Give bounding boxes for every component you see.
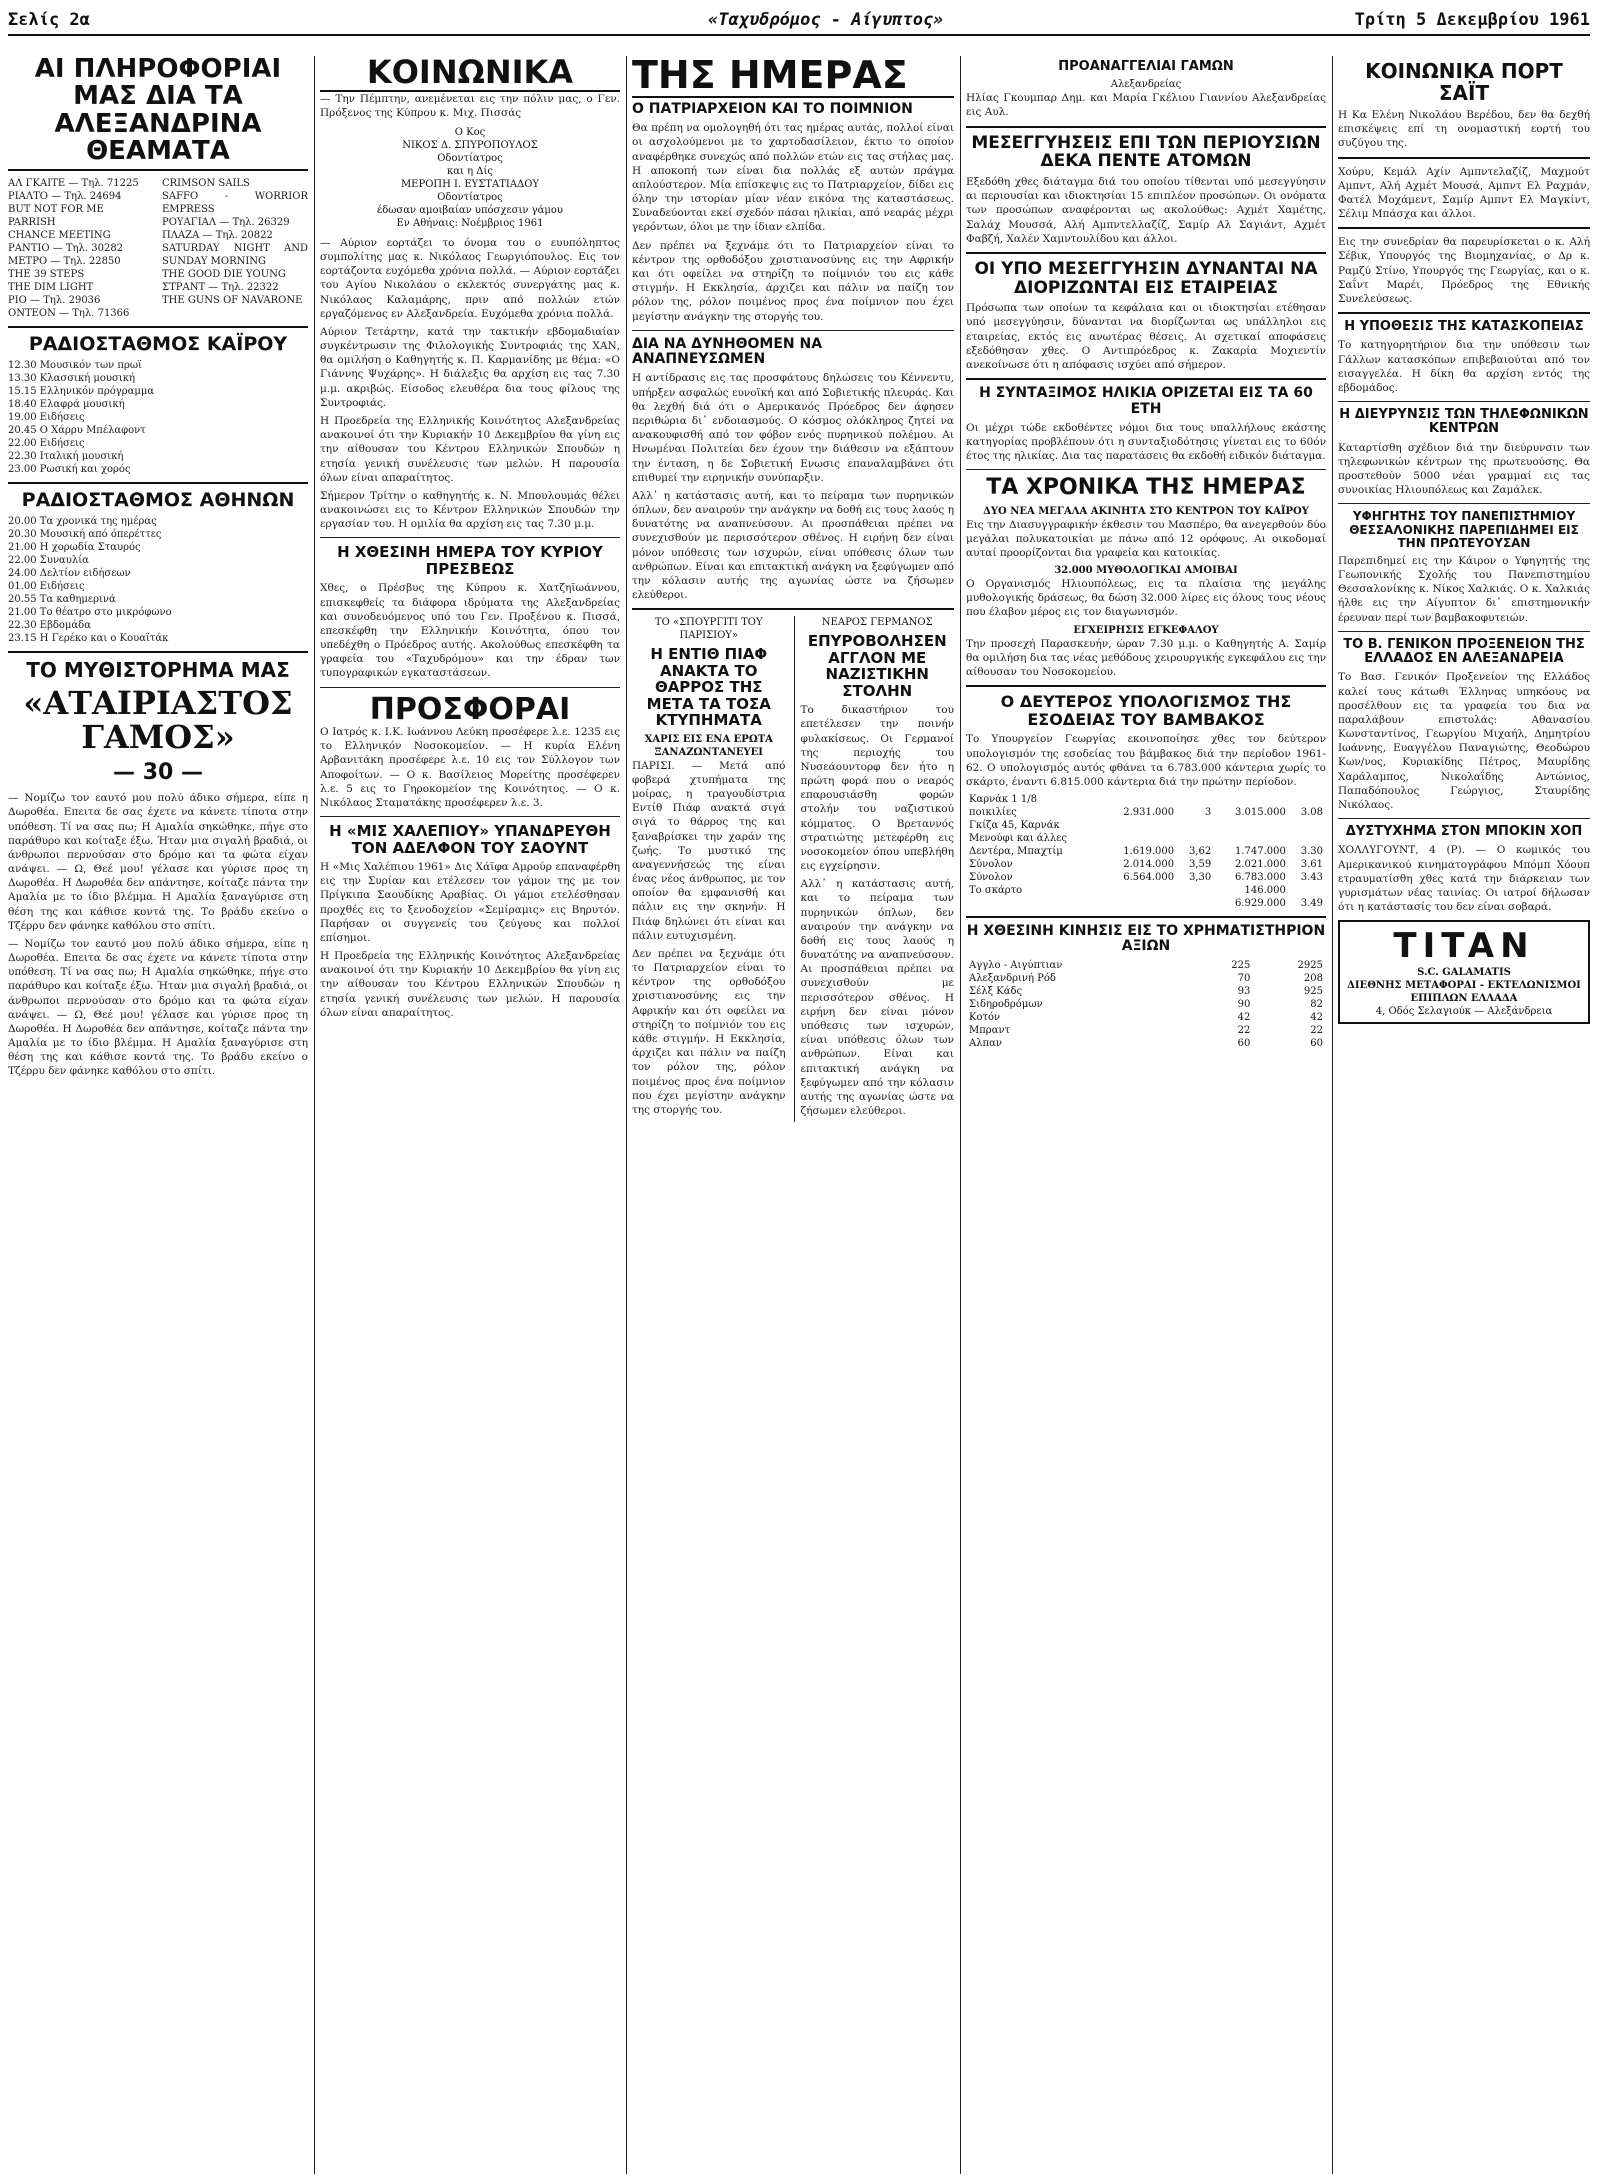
cinema-listing: ΑΛ ΓΚΑΙΤΕ — Τηλ. 71225 bbox=[8, 178, 139, 190]
social-body-3: Η Προεδρεία της Ελληνικής Κοινότητος Αλεξανδρείας ανακοινοί ότι την Κυριακήν 10 Δεκεμβρίου θα γίνη εις την αίθουσαν του Κέντρου Ελληνικών Σπουδών η ετησία γενική συνέλευσις των μελών. Η παρουσία όλων είναι απαραίτητος. bbox=[320, 415, 620, 484]
wedding-line: Οδοντίατρος bbox=[437, 152, 503, 164]
patriarchate-text-2: Δεν πρέπει να ξεχνάμε ότι το Πατριαρχείον είναι το κέντρον της ορθοδόξου χριστιανοσύνης εις την Αφρικήν και ότι οφείλει να στηρίζη το ποίμνιόν του εις κάθε στιγμήν. Η Εκκλησία, άρχιζει και πάλιν να παίζη τον ρόλον της, ρόλον ποιμένος προς ένα ποίμνιον που έχει μεγίστην ανάγκην της στοργής του. bbox=[632, 239, 954, 323]
cinema-listing: ΜΕΤΡΟ — Τηλ. 22850 bbox=[8, 256, 121, 268]
bourse-table bbox=[966, 959, 1326, 1050]
table-cell bbox=[1289, 832, 1326, 845]
titan-advertisement bbox=[1338, 920, 1590, 1024]
consulate-text: Το Βασ. Γενικόν Προξενείον της Ελλάδος καλεί τους κάτωθι Έλληνας υπηκόους να προσέλθουν εις τα γραφεία του δια να παραλάβουν επιστολάς: Αθανασίου Κωνσταντίνος, Γεωργίου Μιχαήλ, Δημητρίου Ιωάννης, Ευαγγέλου Παναγιώτης, Θεοδώρου Κων/νος, Κυριακίδης Πέτρος, Μαυρίδης Χαράλαμπος, Νικολαΐδης Αντώνιος, Παπαδόπουλος Γεώργιος, Σταυρίδης Νικόλαος. bbox=[1338, 671, 1590, 811]
accident-text: ΧΟΛΛΥΓΟΥΝΤ, 4 (Ρ). — Ο κωμικός του Αμερικανικού κινηματογράφου Μπόμπ Χόουπ ετραυματίσθη χθες κατά την διάρκειαν των γυρισμάτων νέας ταινίας. Οι ιατροί δήλωσαν ότι η κατάστασίς του δεν είναι σοβαρά. bbox=[1338, 844, 1590, 914]
companies-text: Πρόσωπα των οποίων τα κεφάλαια και οι ιδιοκτησίαι ετέθησαν υπό μεσεγγύησιν, δύνανται να διορίζωνται ως υπάλληλοι εις εταιρείας, εκτός εις ανωτέρας θέσεις. Αι σχετικαί αποφάσεις εξεδόθησαν χθες. Ο Αντιπρόεδρος κ. Ζακαρία Μοχιεντίν ανεκοίνωσε ότι η απόφασις ισχύει από σήμερον. bbox=[966, 302, 1326, 371]
cinema-listing: THE GOOD DIE YOUNG bbox=[162, 269, 286, 281]
cinema-listing: SATURDAY NIGHT AND SUNDAY MORNING bbox=[162, 243, 308, 268]
table-cell: 82 bbox=[1310, 998, 1323, 1010]
cotton-row bbox=[966, 858, 1326, 871]
novel-section-title: ΤΟ ΜΥΘΙΣΤΟΡΗΜΑ ΜΑΣ bbox=[26, 657, 290, 682]
wedding-banns-sub: Αλεξανδρείας bbox=[1110, 79, 1182, 91]
miss-aleppo-text-cont: Η Προεδρεία της Ελληνικής Κοινότητος Αλεξανδρείας ανακοινοί ότι την Κυριακήν 10 Δεκεμβρίου θα γίνη εις την αίθουσαν του Κέντρου Ελληνικών Σπουδών η ετησία γενική συνέλευσις των μελών. Η παρουσία όλων είναι απαραίτητος. bbox=[320, 950, 620, 1019]
chronicle-title: ΤΑ ΧΡΟΝΙΚΑ ΤΗΣ ΗΜΕΡΑΣ bbox=[986, 475, 1306, 501]
table-cell: 6.929.000 bbox=[1234, 898, 1286, 910]
companies-meeting-text: Εις την συνεδρίαν θα παρευρίσκεται ο κ. Αλή Σέβικ, Υπουργός της Βιομηχανίας, ο Δρ κ. Ραμζύ Στίνο, Υπουργός της Γεωργίας, και ο κ. Σαΐντ Μαρέι, Πρόεδρος της Εθνικής Συνελεύσεως. bbox=[1338, 236, 1590, 305]
table-cell: 22 bbox=[1237, 1024, 1251, 1036]
table-cell: 3.61 bbox=[1300, 859, 1323, 871]
table-cell: Αλεξανδρινή Ρόδ bbox=[969, 972, 1056, 984]
table-cell: 3.43 bbox=[1300, 872, 1323, 884]
table-cell bbox=[1177, 897, 1214, 910]
ad-line-1: S.C. GALAMATIS bbox=[1417, 967, 1511, 979]
table-cell bbox=[1102, 897, 1177, 910]
radio-program-item: 23.15 Η Γερέκο και ο Κουαϊτάκ bbox=[8, 632, 169, 644]
cinema-listing: ΡΑΝΤΙΟ — Τηλ. 30282 bbox=[8, 243, 124, 255]
ad-line-2: ΔΙΕΘΝΗΣ ΜΕΤΑΦΟΡΑΙ - ΕΚΤΕΛΩΝΙΣΜΟΙ bbox=[1347, 980, 1581, 992]
novel-title: «ΑΤΑΙΡΙΑΣΤΟΣ ΓΑΜΟΣ» bbox=[23, 683, 293, 756]
radio-program-item: 20.55 Τα καθημερινά bbox=[8, 593, 116, 605]
novel-part-number: — 30 — bbox=[113, 760, 203, 786]
table-cell bbox=[1177, 884, 1214, 897]
bourse-row bbox=[966, 1037, 1326, 1050]
table-cell: Αλπαν bbox=[969, 1037, 1002, 1049]
piaf-title: Η ΕΝΤΙΘ ΠΙΑΦ ΑΝΑΚΤΑ ΤΟ ΘΑΡΡΟΣ ΤΗΣ ΜΕΤΑ ΤΑ ΤΟΣΑ ΚΤΥΠΗΜΑΤΑ bbox=[646, 645, 771, 730]
breathe-text-1: Η αντίδρασις εις τας προσφάτους δηλώσεις του Κέννεντυ, υπήρξεν ασφαλώς ευνοϊκή και από Σοβιετικής πλευράς. Και θα λεχθή διά ότι ο Αμερικανός Πρόεδρος δεν άφησεν περιθώρια δι᾽ ενδοιασμούς. Ο κόσμος ολόκληρος ζητεί να ανακουφισθή από τον φόβον ενός πυρηνικού πολέμου. Αι Ηνωμέναι Πολιτείαι δεν έχουν την διάθεσιν να εξάπτουν την ένταση, η δε Σοβιετική Ενωσις επαναλαμβάνει ότι επιθυμεί την ειρηνικήν συνύπαρξιν. bbox=[632, 372, 954, 484]
sequestration-text: Εξεδόθη χθες διάταγμα διά του οποίου τίθενται υπό μεσεγγύησιν αι περιουσίαι και ιδιοκτησίαι 15 επιπλέον προσώπων. Οι ονόματα των προσώπων αναφέρονται ως ακολούθως: Αχμέτ Χαμέτης, Σαλάχ Μουσσά, Αλή Αμπντελλαζίζ, Σαμίρ Αλ Σαγιάντ, Αχμέτ Φαβζή, Χαλέν Χαμντουλίδου και άλλοι. bbox=[966, 176, 1326, 245]
cotton-row bbox=[966, 832, 1326, 845]
bourse-row bbox=[966, 959, 1326, 972]
table-cell: 1.619.000 bbox=[1123, 846, 1175, 858]
cinema-listing: ΠΛΑΖΑ — Τηλ. 20822 bbox=[162, 230, 273, 242]
column-3 bbox=[632, 56, 954, 2174]
table-cell bbox=[1214, 819, 1289, 832]
pension-age-text: Οι μέχρι τώδε εκδοθέντες νόμοι δια τους υπαλλήλους εκάστης κατηγορίας προβλέπουν ότι η συνταξιοδότησις γίνεται εις το 60όν έτος της ηλικίας. Δια τας παρατάσεις θα εκδοθή ειδικόν διάταγμα. bbox=[966, 421, 1326, 463]
table-cell bbox=[1102, 884, 1177, 897]
mythology-title: 32.000 ΜΥΘΟΛΟΓΙΚΑΙ ΑΜΟΙΒΑΙ bbox=[1054, 565, 1238, 577]
german-kicker: ΝΕΑΡΟΣ ΓΕΡΜΑΝΟΣ bbox=[821, 617, 933, 629]
table-cell bbox=[1102, 819, 1177, 832]
table-cell: 42 bbox=[1310, 1011, 1323, 1023]
table-cell bbox=[1214, 793, 1289, 806]
table-cell: 2925 bbox=[1297, 959, 1323, 971]
cinema-listing: CHANCE MEETING bbox=[8, 230, 111, 242]
table-cell: 60 bbox=[1310, 1037, 1323, 1049]
table-cell: Σύνολον bbox=[969, 872, 1013, 884]
sequestration-names: Χούρυ, Κεμάλ Αχίν Αμπντελαζίζ, Μαχμούτ Αμπντ, Αλή Αχμέτ Μουσά, Αμπντ Ελ Ραχμάν, Φατέλ Μοχάμεντ, Σαμίρ Αμπντ Ελ Μαγκίντ, Σέλιμ Μπάσχα και άλλοι. bbox=[1338, 165, 1590, 221]
radio-program-item: 22.30 Ιταλική μουσική bbox=[8, 451, 124, 463]
social-body-2: Αύριον Τετάρτην, κατά την τακτικήν εβδομαδιαίαν συγκέντρωσιν της Φιλολογικής Συντροφιάς της ΧΑΝ, θα ομιλήση ο Καθηγητής κ. Π. Καρμανίδης με θέμα: «Ο Γιάννης Ψυχάρης». Η διάλεξις θα αρχίση εις τας 7.30 μ.μ. ακριβώς. Είσοδος ελευθέρα δια τους φίλους της Συντροφιάς. bbox=[320, 325, 620, 409]
offers-title: ΠΡΟΣΦΟΡΑΙ bbox=[369, 691, 571, 727]
table-cell bbox=[1177, 793, 1214, 806]
cotton-row bbox=[966, 819, 1326, 832]
breathe-title: ΔΙΑ ΝΑ ΔΥΝΗΘΟΜΕΝ ΝΑ ΑΝΑΠΝΕΥΣΩΜΕΝ bbox=[632, 335, 823, 368]
novel-text: — Νομίζω τον εαυτό μου πολύ άδικο σήμερα, είπε η Δωροθέα. Επειτα δε σας έχετε να κάνετε τίποτα στην υπόθεση. Τί να σας πω; Η Αμαλία σηκώθηκε, πήγε στο παράθυρο και κοίταξε έξω. Ήταν μια σιγαλή βραδιά, οι άνθρωποι περνούσαν στο δρόμο και τα φώτα είχαν ανάψει. — Ω, Θεέ μου! γέλασε και γύρισε προς τη Δωροθέα. Η Δωροθέα δεν απάντησε, κοίταζε πάντα την Αμαλία με το ίδιο βλέμμα. Η Αμαλία ξαναγύρισε στη θέση της και κάθισε κοντά της. Το βράδυ εκείνο ο Τζέρρυ δεν φάνηκε καθόλου στο σπίτι. bbox=[8, 792, 308, 932]
bourse-title: Η ΧΘΕΣΙΝΗ ΚΙΝΗΣΙΣ ΕΙΣ ΤΟ ΧΡΗΜΑΤΙΣΤΗΡΙΟΝ ΑΞΙΩΝ bbox=[966, 923, 1326, 955]
german-article bbox=[794, 616, 955, 1122]
table-cell: 2.931.000 bbox=[1123, 807, 1175, 819]
masthead bbox=[8, 4, 1590, 36]
telephone-text: Καταρτίσθη σχέδιον διά την διεύρυνσιν των τηλεφωνικών κέντρων της πρωτευούσης. Θα προστεθούν 5000 νέαι γραμμαί εις τας συνοικίας Ηλιουπόλεως και Ζαμάλεκ. bbox=[1338, 441, 1590, 497]
lecturer-title: ΥΦΗΓΗΤΗΣ ΤΟΥ ΠΑΝΕΠΙΣΤΗΜΙΟΥ ΘΕΣΣΑΛΟΝΙΚΗΣ ΠΑΡΕΠΙΔΗΜΕΙ ΕΙΣ ΤΗΝ ΠΡΩΤΕΥΟΥΣΑΝ bbox=[1349, 509, 1579, 550]
table-cell bbox=[1214, 832, 1289, 845]
port-said-social-text: Η Κα Ελένη Νικολάου Βερέδου, δεν θα δεχθή επισκέψεις επί τη ονομαστική εορτή του συζύγου της. bbox=[1338, 109, 1590, 150]
table-cell: ποικιλίες bbox=[969, 807, 1017, 819]
radio-program-item: 24.00 Δελτίον ειδήσεων bbox=[8, 567, 131, 579]
table-cell: 93 bbox=[1237, 985, 1251, 997]
radio-athens-schedule bbox=[8, 515, 308, 645]
table-cell: Σέλξ Κάδς bbox=[969, 985, 1023, 997]
table-cell: 3.49 bbox=[1300, 898, 1323, 910]
table-cell: Κοτόν bbox=[969, 1011, 1001, 1023]
table-cell: Δεντέρα, Μπαχτίμ bbox=[969, 846, 1063, 858]
table-cell: 42 bbox=[1237, 1011, 1251, 1023]
table-cell: 925 bbox=[1303, 985, 1323, 997]
table-cell: 3.30 bbox=[1300, 846, 1323, 858]
column-2 bbox=[320, 56, 620, 2174]
social-body-4: Σήμερον Τρίτην ο καθηγητής κ. Ν. Μπουλουμάς θέλει ανακοινώσει εις το Κέντρον Ελληνικών Σπουδών την εργασίαν του. Η ομιλία θα αρχίση εις τας 7.30 μ.μ. bbox=[320, 489, 620, 531]
cinema-listing: ΣΤΡΑΝΤ — Τηλ. 22322 bbox=[162, 282, 279, 294]
bourse-row bbox=[966, 972, 1326, 985]
spy-case-title: Η ΥΠΟΘΕΣΙΣ ΤΗΣ ΚΑΤΑΣΚΟΠΕΙΑΣ bbox=[1344, 319, 1584, 335]
wedding-line: ΝΙΚΟΣ Δ. ΣΠΥΡΟΠΟΥΛΟΣ bbox=[402, 139, 538, 151]
table-cell bbox=[1289, 793, 1326, 806]
radio-cairo-schedule bbox=[8, 359, 308, 476]
radio-program-item: 22.00 Συναυλία bbox=[8, 554, 89, 566]
radio-program-item: 13.30 Κλασσική μουσική bbox=[8, 373, 135, 385]
ad-line-3: ΕΠΙΠΛΩΝ ΕΛΛΑΔΑ bbox=[1410, 993, 1518, 1005]
patriarchate-title: Ο ΠΑΤΡΙΑΡΧΕΙΟΝ ΚΑΙ ΤΟ ΠΟΙΜΝΙΟΝ bbox=[632, 100, 913, 117]
mythology-text: Ο Οργανισμός Ηλιουπόλεως, εις τα πλαίσια της μεγάλης μυθολογικής δράσεως, θα δώση 32.000 λίρες εις όλους τους νέους που έλαβον μέρος εις τον διαγωνισμόν. bbox=[966, 578, 1326, 619]
cotton-row bbox=[966, 884, 1326, 897]
miss-aleppo-title: Η «ΜΙΣ ΧΑΛΕΠΙΟΥ» ΥΠΑΝΔΡΕΥΘΗ ΤΟΝ ΑΔΕΛΦΟΝ ΤΟΥ ΣΑΟΥΝΤ bbox=[329, 822, 611, 857]
table-cell: 3,59 bbox=[1188, 859, 1212, 871]
cinema-listing: THE 39 STEPS bbox=[8, 269, 85, 281]
surgery-title: ΕΓΧΕΙΡΗΣΙΣ ΕΓΚΕΦΑΛΟΥ bbox=[1073, 624, 1219, 636]
lecturer-text: Παρεπιδημεί εις την Κάιρον ο Υφηγητής της Γεωπονικής Σχολής του Πανεπιστημίου Θεσσαλονίκης κ. Νίκος Χαλκιάς. Ο κ. Χαλκιάς ήλθε εις την Αίγυπτον δι᾽ επιστημονικήν έρευναν περί των βαμβακοφυτειών. bbox=[1338, 554, 1590, 624]
spy-case-text: Το κατηγορητήριον δια την υπόθεσιν των Γάλλων κατασκόπων επιβεβαιούται από τον εισαγγελέα. Η δίκη θα αρχίση εντός της εβδομάδος. bbox=[1338, 339, 1590, 394]
companies-title: ΟΙ ΥΠΟ ΜΕΣΕΓΓΥΗΣΙΝ ΔΥΝΑΝΤΑΙ ΝΑ ΔΙΟΡΙΖΩΝΤΑΙ ΕΙΣ ΕΤΑΙΡΕΙΑΣ bbox=[974, 258, 1318, 298]
chronicle-text: Εις την Διασυγγραφικήν έκθεσιν του Μασπέρο, θα ανεγερθούν δύο μεγάλαι πολυκατοικίαι με πάνω από 12 ορόφους. Αι οικοδομαί αυταί προορίζονται δια γραφεία και κατοικίας. bbox=[966, 518, 1326, 559]
pension-age-title: Η ΣΥΝΤΑΞΙΜΟΣ ΗΛΙΚΙΑ ΟΡΙΖΕΤΑΙ ΕΙΣ ΤΑ 60 ΕΤΗ bbox=[979, 385, 1313, 417]
table-cell: 70 bbox=[1237, 972, 1251, 984]
port-said-social-title: ΚΟΙΝΩΝΙΚΑ ΠΟΡΤ ΣΑΪΤ bbox=[1365, 59, 1563, 105]
cinema-listing: ΡΙΟ — Τηλ. 29036 bbox=[8, 295, 101, 307]
cinema-listing: SAFFO - WORRIOR EMPRESS bbox=[162, 191, 308, 216]
table-cell: 90 bbox=[1237, 998, 1251, 1010]
german-title: ΕΠΥΡΟΒΟΛΗΣΕΝ ΑΓΓΛΟΝ ΜΕ ΝΑΖΙΣΤΙΚΗΝ ΣΤΟΛΗΝ bbox=[807, 632, 947, 700]
radio-program-item: 20.30 Μουσική από όπερέττες bbox=[8, 528, 162, 540]
cinema-listing: ΟΝΤΕΟΝ — Τηλ. 71366 bbox=[8, 308, 130, 320]
cinema-listing: THE GUNS OF NAVARONE bbox=[162, 295, 303, 307]
cinema-listing: CRIMSON SAILS bbox=[162, 178, 250, 190]
radio-program-item: 15.15 Ελληνικόν πρόγραμμα bbox=[8, 386, 155, 398]
radio-program-item: 23.00 Ρωσική και χορός bbox=[8, 464, 131, 476]
novel-text-cont: — Νομίζω τον εαυτό μου πολύ άδικο σήμερα, είπε η Δωροθέα. Επειτα δε σας έχετε να κάνετε τίποτα στην υπόθεση. Τί να σας πω; Η Αμαλία σηκώθηκε, πήγε στο παράθυρο και κοίταξε έξω. Ήταν μια σιγαλή βραδιά, οι άνθρωποι περνούσαν στο δρόμο και τα φώτα είχαν ανάψει. — Ω, Θεέ μου! γέλασε και γύρισε προς τη Δωροθέα. Η Δωροθέα δεν απάντησε, κοίταζε πάντα την Αμαλία με το ίδιο βλέμμα. Η Αμαλία ξαναγύρισε στη θέση της και κάθισε κοντά της. Το βράδυ εκείνο ο Τζέρρυ δεν φάνηκε καθόλου στο σπίτι. bbox=[8, 937, 308, 1078]
table-cell: 3,30 bbox=[1188, 872, 1212, 884]
ad-line-4: 4, Οδός Σελαγιούκ — Αλεξάνδρεια bbox=[1375, 1006, 1553, 1018]
table-cell: Το σκάρτο bbox=[969, 885, 1023, 897]
day-title: ΤΗΣ ΗΜΕΡΑΣ bbox=[632, 56, 954, 98]
table-cell: 3.015.000 bbox=[1234, 807, 1286, 819]
offers-text: Ο Ιατρός κ. Ι.Κ. Ιωάννου Λεύκη προσέφερε λ.ε. 1235 εις το Ελληνικόν Νοσοκομείον. — Η κυρία Ελένη Αρβανιτάκη προσέφερε λ.ε. 10 εις τον Σύλλογον των Αποφοίτων. — Ο κ. Βασίλειος Μορείτης προσέφερεν λ.ε. 5 εις το Γηροκομείον της Κοινότητος. — Ο κ. Νικόλαος Σταματάκης προσέφερεν λ.ε. 3. bbox=[320, 726, 620, 809]
social-intro: — Την Πέμπτην, ανεμένεται εις την πόλιν μας, ο Γεν. Πρόξενος της Κύπρου κ. Μιχ. Πισσάς bbox=[320, 92, 620, 119]
table-cell: 6.564.000 bbox=[1123, 872, 1175, 884]
german-text-cont: Αλλ᾽ η κατάστασις αυτή, και το πείραμα των πυρηνικών όπλων, δεν αναιρούν την ανάγκην να δοθή εις τους λαούς η δυνατότης να αναπνεύσουν. Αι προσπάθειαι πρέπει να συνεχισθούν με περισσότερον σθένος. Η ειρήνη δεν είναι μόνον υπόθεσις των ισχυρών, είναι υπόθεσις όλων των ανθρώπων. Είναι και επιτακτική ανάγκη να ξεφύγωμεν από την κόλασιν αυτής της αγωνίας ώστε να ζήσωμεν ελεύθεροι. bbox=[800, 878, 954, 1118]
ambassador-day-text: Χθες, ο Πρέσβυς της Κύπρου κ. Χατζηϊωάννου, επισκεφθείς τα διάφορα ιδρύματα της Αλεξανδρείας και συνοδευόμενος υπό του Γεν. Προξένου κ. Πισσά, επεσκέφθη την Ελληνικήν Κοινότητα, όπου τον υπεδέχθη ο Πρόεδρος αυτής. Ακολούθως επεσκέφθη τα γραφεία του «Ταχυδρόμου» και την έδραν των τυπογραφικών εγκαταστάσεων. bbox=[320, 582, 620, 680]
table-cell bbox=[1102, 832, 1177, 845]
radio-program-item: 19.00 Ειδήσεις bbox=[8, 412, 85, 424]
table-cell: 3.08 bbox=[1300, 807, 1323, 819]
radio-program-item: 22.00 Ειδήσεις bbox=[8, 438, 85, 450]
radio-program-item: 01.00 Ειδήσεις bbox=[8, 580, 85, 592]
table-cell bbox=[1289, 819, 1326, 832]
cinema-listing: PARRISH bbox=[8, 217, 56, 229]
cotton-text: Το Υπουργείον Γεωργίας εκοινοποίησε χθες τον δεύτερον υπολογισμόν της εσοδείας του βάμβακος διά την περίοδον 1961-62. Ο υπολογισμός αυτός φθάνει τα 6.783.000 κάντερια χωρίς το σκάρτο, έναντι 6.815.000 κάντερια διά την πρώτην περίοδον. bbox=[966, 733, 1326, 788]
bourse-row bbox=[966, 1011, 1326, 1024]
table-cell: Αγγλο - Αιγύπτιαν bbox=[969, 959, 1063, 971]
cinema-list bbox=[8, 177, 308, 320]
table-cell: 2.021.000 bbox=[1234, 859, 1286, 871]
wedding-line: Οδοντίατρος bbox=[437, 191, 503, 203]
patriarchate-text-1: Θα πρέπη να ομολογηθή ότι τας ημέρας αυτάς, πολλοί είναι οι ασχολούμενοι με το χαρτοδασίλειον, έκτιο το οποίον αναφέρθηκε συνεχώς από πολλών ετών εις τας στήλας μας. Η αποκοπή των είναι δια πολλάς εξ αυτών πράγμα απλούστερον. Μία επίσκεψις εις το Πατριαρχείον, δίδει εις όλην την ιστορίαν μίαν νέαν εικόνα της καταστάσεως. Συναδεύονται εκεί σχεδόν πάσαι ηλικίαι, από νεαράς μέχρι γερόντων, όλοι με την ίδιαν ελπίδα. bbox=[632, 122, 954, 234]
table-cell: Σύνολον bbox=[969, 859, 1013, 871]
radio-athens-title: ΡΑΔΙΟΣΤΑΘΜΟΣ ΑΘΗΝΩΝ bbox=[21, 489, 295, 512]
table-cell: 22 bbox=[1310, 1024, 1323, 1036]
cotton-table bbox=[966, 793, 1326, 910]
wedding-line: και η Δίς bbox=[446, 165, 493, 177]
table-cell: Μπραντ bbox=[969, 1024, 1011, 1036]
table-cell bbox=[1102, 793, 1177, 806]
cinema-listing: ΡΟΥΑΓΙΑΛ — Τηλ. 26329 bbox=[162, 217, 290, 229]
radio-program-item: 18.40 Ελαφρά μουσική bbox=[8, 399, 125, 411]
german-text: Το δικαστήριον του επετέλεσεν την ποινήν φυλακίσεως. Οι Γερμανοί της περιοχής του Νυσεάουντορφ δεν ήτο η πρώτη φορά που ο νεαρός επαρουσιάσθη φορών στολήν του ναζιστικού κόμματος. Ο Βρεταννός στρατιώτης μετεφέρθη εις νοσοκομείον όπου υπεβλήθη εις εγχείρησιν. bbox=[800, 704, 954, 873]
bourse-row bbox=[966, 1024, 1326, 1037]
radio-program-item: 21.00 Το θέατρο στο μικρόφωνο bbox=[8, 606, 172, 618]
newspaper-title: «Ταχυδρόμος - Αίγυπτος» bbox=[708, 10, 944, 30]
piaf-text-cont: Δεν πρέπει να ξεχνάμε ότι το Πατριαρχείον είναι το κέντρον της ορθοδόξου χριστιανοσύνης εις την Αφρικήν και ότι οφείλει να στηρίζη το ποίμνιόν του εις κάθε στιγμήν. Η Εκκλησία, άρχιζει και πάλιν να παίζη τον ρόλον της, ρόλον ποιμένος προς ένα ποίμνιον που έχει μεγίστην ανάγκην της στοργής του. bbox=[632, 947, 786, 1116]
table-cell: 60 bbox=[1237, 1037, 1251, 1049]
bourse-row bbox=[966, 998, 1326, 1011]
cotton-title: Ο ΔΕΥΤΕΡΟΣ ΥΠΟΛΟΓΙΣΜΟΣ ΤΗΣ ΕΣΟΔΕΙΑΣ ΤΟΥ ΒΑΜΒΑΚΟΣ bbox=[1000, 692, 1292, 729]
surgery-text: Την προσεχή Παρασκευήν, ώραν 7.30 μ.μ. ο Καθηγητής Α. Σαμίρ θα ομιλήση δια τας νέας μεθόδους χειρουργικής εγκεφάλου εις την αίθουσαν του Νοσοκομείου. bbox=[966, 637, 1326, 678]
wedding-line: ΜΕΡΟΠΗ Ι. ΕΥΣΤΑΤΙΑΔΟΥ bbox=[400, 178, 540, 190]
table-cell: 208 bbox=[1303, 972, 1323, 984]
column-5 bbox=[1338, 56, 1590, 2174]
radio-program-item: 12.30 Μουσικόν των πρωϊ bbox=[8, 360, 142, 372]
page-number: Σελίς 2α bbox=[8, 10, 90, 30]
radio-program-item: 21.00 Η χορωδία Σταυρός bbox=[8, 541, 141, 553]
cotton-row bbox=[966, 845, 1326, 858]
radio-cairo-title: ΡΑΔΙΟΣΤΑΘΜΟΣ ΚΑΪΡΟΥ bbox=[28, 333, 288, 356]
accident-title: ΔΥΣΤΥΧΗΜΑ ΣΤΟΝ ΜΠΟΚΙΝ ΧΟΠ bbox=[1345, 824, 1583, 840]
wedding-banns-title: ΠΡΟΑΝΑΓΓΕΛΙΑΙ ΓΑΜΩΝ bbox=[1058, 59, 1234, 74]
piaf-subtitle: ΧΑΡΙΣ ΕΙΣ ΕΝΑ ΕΡΩΤΑ ΞΑΝΑΖΩΝΤΑΝΕΥΕΙ bbox=[644, 733, 773, 758]
column-4 bbox=[966, 56, 1326, 2174]
table-cell: Καρνάκ 1 1/8 bbox=[969, 794, 1037, 806]
cotton-row bbox=[966, 806, 1326, 819]
issue-date: Τρίτη 5 Δεκεμβρίου 1961 bbox=[1354, 10, 1590, 30]
table-cell: 3 bbox=[1204, 807, 1212, 819]
table-cell: Σιδηροδρόμων bbox=[969, 998, 1043, 1010]
ad-titan: TITAN bbox=[1393, 926, 1535, 967]
chronicle-subtitle: ΔΥΟ ΝΕΑ ΜΕΓΑΛΑ ΑΚΙΝΗΤΑ ΣΤΟ ΚΕΝΤΡΟΝ ΤΟΥ ΚΑΪΡΟΥ bbox=[983, 505, 1309, 517]
piaf-article bbox=[632, 616, 786, 1122]
cinema-listing: THE DIM LIGHT bbox=[8, 282, 94, 294]
sequestration-title: ΜΕΣΕΓΓΥΗΣΕΙΣ ΕΠΙ ΤΩΝ ΠΕΡΙΟΥΣΙΩΝ ΔΕΚΑ ΠΕΝΤΕ ΑΤΟΜΩΝ bbox=[971, 132, 1321, 172]
radio-program-item: 20.45 Ο Χάρρυ Μπέλαφοντ bbox=[8, 425, 146, 437]
wedding-banns-text: Ηλίας Γκουμπαρ Δημ. και Μαρία Γκέλιου Γιαννίου Αλεξανδρείας εις Αυλ. bbox=[966, 92, 1326, 119]
table-cell bbox=[1289, 884, 1326, 897]
telephone-title: Η ΔΙΕΥΡΥΝΣΙΣ ΤΩΝ ΤΗΛΕΦΩΝΙΚΩΝ ΚΕΝΤΡΩΝ bbox=[1339, 407, 1589, 437]
table-cell bbox=[1177, 832, 1214, 845]
theatres-title: ΑΙ ΠΛΗΡΟΦΟΡΙΑΙ ΜΑΣ ΔΙΑ ΤΑ ΑΛΕΞΑΝΔΡΙΝΑ ΘΕΑΜΑΤΑ bbox=[8, 56, 308, 171]
cinema-listing: BUT NOT FOR ME bbox=[8, 204, 104, 216]
column-1 bbox=[8, 56, 308, 2174]
breathe-text-2: Αλλ᾽ η κατάστασις αυτή, και το πείραμα των πυρηνικών όπλων, δεν αναιρούν την ανάγκην να δοθή εις τους λαούς η δυνατότης να αναπνεύσουν. Αι προσπάθειαι πρέπει να συνεχισθούν με περισσότερον σθένος. Η ειρήνη δεν είναι μόνον υπόθεσις των ισχυρών, είναι υπόθεσις όλων των ανθρώπων. Είναι και επιτακτική ανάγκη να ξεφύγωμεν από την κόλασιν αυτής της αγωνίας ώστε να ζήσωμεν ελεύθεροι. bbox=[632, 489, 954, 602]
piaf-kicker: ΤΟ «ΣΠΟΥΡΓΙΤΙ ΤΟΥ ΠΑΡΙΣΙΟΥ» bbox=[654, 617, 763, 642]
wedding-line: έδωσαν αμοιβαίαν υπόσχεσιν γάμου bbox=[377, 204, 563, 216]
table-cell: Μενούφι και άλλες bbox=[969, 833, 1068, 845]
bourse-row bbox=[966, 985, 1326, 998]
table-cell: 1.747.000 bbox=[1234, 846, 1286, 858]
table-cell: 225 bbox=[1231, 959, 1251, 971]
ambassador-day-title: Η ΧΘΕΣΙΝΗ ΗΜΕΡΑ ΤΟΥ ΚΥΡΙΟΥ ΠΡΕΣΒΕΩΣ bbox=[337, 543, 603, 578]
cinema-listing: ΡΙΑΛΤΟ — Τηλ. 24694 bbox=[8, 191, 122, 203]
piaf-text: ΠΑΡΙΣΙ. — Μετά από φοβερά χτυπήματα της μοίρας, η τραγουδίστρια Εντίθ Πιάφ ανακτά σιγά σιγά το θάρρος της και ξαναβρίσκει την χαράν της ζωής. Το μυστικό της αναγεννήσεώς της είναι ένας νέος άνθρωπος, με τον οποίον θα εμφανισθή και πάλιν εις την σκηνήν. Η Πιάφ δηλώνει ότι είναι και πάλιν ευτυχισμένη. bbox=[632, 759, 786, 942]
table-cell: Γκίζα 45, Καρνάκ bbox=[969, 820, 1060, 832]
wedding-line: Εν Αθήναις: Νοέμβριος 1961 bbox=[396, 217, 544, 229]
table-cell bbox=[1177, 819, 1214, 832]
cotton-row bbox=[966, 871, 1326, 884]
social-title: ΚΟΙΝΩΝΙΚΑ bbox=[320, 56, 620, 92]
table-cell: 3,62 bbox=[1188, 846, 1212, 858]
cotton-row bbox=[966, 793, 1326, 806]
table-cell: 146.000 bbox=[1244, 885, 1286, 897]
cotton-row bbox=[966, 897, 1326, 910]
table-cell: 2.014.000 bbox=[1123, 859, 1175, 871]
radio-program-item: 20.00 Τα χρονικά της ημέρας bbox=[8, 515, 157, 527]
wedding-announcement bbox=[320, 126, 620, 230]
wedding-line: Ο Κος bbox=[454, 126, 486, 138]
radio-program-item: 22.30 Εβδομάδα bbox=[8, 619, 91, 631]
table-cell: 6.783.000 bbox=[1234, 872, 1286, 884]
consulate-title: ΤΟ Β. ΓΕΝΙΚΟΝ ΠΡΟΞΕΝΕΙΟΝ ΤΗΣ ΕΛΛΑΔΟΣ ΕΝ ΑΛΕΞΑΝΔΡΕΙΑ bbox=[1343, 636, 1585, 667]
miss-aleppo-text: Η «Μις Χαλέπιου 1961» Δις Χάϊφα Αμρούρ επαναφέρθη εις την Συρίαν και ετέλεσεν τον γάμον της με τον Πρίγκιπα Σαουδίκης Αραβίας. Οι γάμοι ετελέσθησαν προχθές εις το ξενοδοχείον «Σεμίραμις» εις Βηρυτόν. Παρήσαν οι συγγενείς του ζεύγους και πολλοί επίσημοι. bbox=[320, 861, 620, 944]
social-body-1: — Αύριον εορτάζει το όνομα του ο ευυπόληπτος συμπολίτης μας κ. Νικόλαος Γεωργιόπουλος. Εις τον εορτάζοντα ευχόμεθα χρόνια πολλά. — Αύριον εορτάζει του Αγίου Νικολάου ο εκλεκτός συνεργάτης μας κ. Νικόλαος Καλαμάρης, πριν από πολλών ετών εργαζόμενος εν Αλεξανδρεία. Ευχόμεθα χρόνια πολλά. bbox=[320, 236, 620, 320]
table-cell bbox=[966, 897, 1102, 910]
